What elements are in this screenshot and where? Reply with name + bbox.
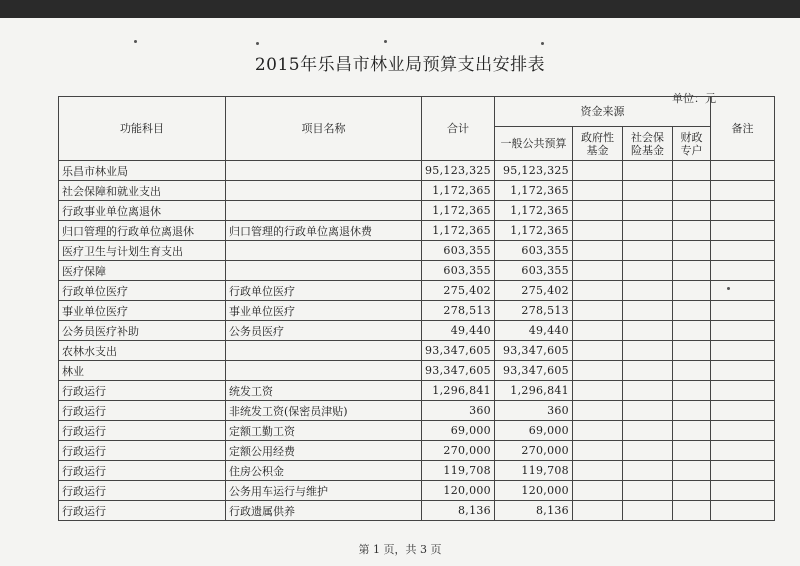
cell-general-budget: 69,000: [494, 421, 572, 441]
unit-label: 单位：元: [672, 92, 716, 105]
cell-gov-fund: [572, 441, 622, 461]
cell-general-budget: 1,172,365: [494, 181, 572, 201]
cell-remark: [710, 261, 774, 281]
header-general-budget: 一般公共预算: [494, 127, 572, 161]
cell-general-budget: 1,172,365: [494, 201, 572, 221]
cell-remark: [710, 221, 774, 241]
cell-social-fund: [622, 321, 672, 341]
cell-finance-account: [672, 221, 710, 241]
cell-finance-account: [672, 461, 710, 481]
cell-general-budget: 120,000: [494, 481, 572, 501]
cell-function-subject: 社会保障和就业支出: [59, 181, 226, 201]
table-row: [59, 421, 775, 441]
cell-total: 1,172,365: [422, 181, 495, 201]
cell-gov-fund: [572, 361, 622, 381]
cell-general-budget: 360: [494, 401, 572, 421]
cell-gov-fund: [572, 241, 622, 261]
cell-project-name: [226, 341, 422, 361]
table-row: [59, 381, 775, 401]
cell-social-fund: [622, 361, 672, 381]
cell-function-subject: 行政运行: [59, 381, 226, 401]
cell-general-budget: 1,172,365: [494, 221, 572, 241]
cell-remark: [710, 241, 774, 261]
table-row: [59, 281, 775, 301]
header-remark: 备注: [710, 97, 774, 161]
cell-finance-account: [672, 181, 710, 201]
cell-project-name: [226, 181, 422, 201]
cell-general-budget: 49,440: [494, 321, 572, 341]
cell-total: 120,000: [422, 481, 495, 501]
cell-project-name: 事业单位医疗: [226, 301, 422, 321]
header-social-fund: 社会保险基金: [622, 127, 672, 161]
cell-function-subject: 林业: [59, 361, 226, 381]
cell-project-name: [226, 161, 422, 181]
cell-total: 95,123,325: [422, 161, 495, 181]
cell-general-budget: 603,355: [494, 261, 572, 281]
cell-total: 93,347,605: [422, 341, 495, 361]
table-row: [59, 481, 775, 501]
cell-function-subject: 行政运行: [59, 441, 226, 461]
table-row: [59, 301, 775, 321]
cell-project-name: 定额公用经费: [226, 441, 422, 461]
cell-gov-fund: [572, 161, 622, 181]
document-title: 2015年乐昌市林业局预算支出安排表: [254, 55, 546, 75]
cell-general-budget: 95,123,325: [494, 161, 572, 181]
cell-finance-account: [672, 401, 710, 421]
cell-finance-account: [672, 301, 710, 321]
cell-finance-account: [672, 361, 710, 381]
table-body: [59, 161, 775, 521]
cell-social-fund: [622, 261, 672, 281]
cell-gov-fund: [572, 401, 622, 421]
cell-remark: [710, 201, 774, 221]
cell-project-name: 行政单位医疗: [226, 281, 422, 301]
cell-remark: [710, 181, 774, 201]
cell-social-fund: [622, 421, 672, 441]
table-row: [59, 361, 775, 381]
cell-remark: [710, 161, 774, 181]
cell-gov-fund: [572, 281, 622, 301]
cell-general-budget: 278,513: [494, 301, 572, 321]
cell-function-subject: 医疗卫生与计划生育支出: [59, 241, 226, 261]
cell-social-fund: [622, 181, 672, 201]
cell-social-fund: [622, 201, 672, 221]
table-row: [59, 261, 775, 281]
cell-function-subject: 行政事业单位离退休: [59, 201, 226, 221]
cell-total: 270,000: [422, 441, 495, 461]
cell-remark: [710, 461, 774, 481]
cell-remark: [710, 481, 774, 501]
cell-total: 1,172,365: [422, 221, 495, 241]
cell-function-subject: 行政运行: [59, 461, 226, 481]
cell-total: 360: [422, 401, 495, 421]
cell-total: 275,402: [422, 281, 495, 301]
cell-social-fund: [622, 341, 672, 361]
cell-project-name: 非统发工资(保密员津贴): [226, 401, 422, 421]
cell-total: 603,355: [422, 241, 495, 261]
page-number: 第 1 页，共 3 页: [358, 543, 442, 556]
cell-finance-account: [672, 501, 710, 521]
cell-remark: [710, 341, 774, 361]
cell-general-budget: 93,347,605: [494, 361, 572, 381]
cell-social-fund: [622, 481, 672, 501]
cell-general-budget: 275,402: [494, 281, 572, 301]
cell-project-name: [226, 261, 422, 281]
cell-total: 49,440: [422, 321, 495, 341]
cell-social-fund: [622, 401, 672, 421]
cell-project-name: 统发工资: [226, 381, 422, 401]
cell-general-budget: 119,708: [494, 461, 572, 481]
cell-project-name: 住房公积金: [226, 461, 422, 481]
cell-general-budget: 1,296,841: [494, 381, 572, 401]
table-row: [59, 341, 775, 361]
cell-function-subject: 事业单位医疗: [59, 301, 226, 321]
cell-function-subject: 医疗保障: [59, 261, 226, 281]
cell-general-budget: 93,347,605: [494, 341, 572, 361]
cell-function-subject: 行政单位医疗: [59, 281, 226, 301]
cell-gov-fund: [572, 461, 622, 481]
cell-finance-account: [672, 381, 710, 401]
cell-finance-account: [672, 481, 710, 501]
table-row: [59, 501, 775, 521]
cell-total: 93,347,605: [422, 361, 495, 381]
cell-gov-fund: [572, 501, 622, 521]
table-row: [59, 241, 775, 261]
cell-remark: [710, 281, 774, 301]
cell-remark: [710, 321, 774, 341]
cell-social-fund: [622, 381, 672, 401]
table-row: [59, 401, 775, 421]
cell-general-budget: 8,136: [494, 501, 572, 521]
cell-social-fund: [622, 241, 672, 261]
cell-finance-account: [672, 341, 710, 361]
cell-social-fund: [622, 441, 672, 461]
cell-total: 69,000: [422, 421, 495, 441]
table-row: [59, 221, 775, 241]
header-project-name: 项目名称: [226, 97, 422, 161]
cell-function-subject: 行政运行: [59, 501, 226, 521]
header-finance-account: 财政专户: [672, 127, 710, 161]
cell-gov-fund: [572, 181, 622, 201]
cell-finance-account: [672, 321, 710, 341]
cell-gov-fund: [572, 201, 622, 221]
cell-project-name: 行政遗属供养: [226, 501, 422, 521]
cell-gov-fund: [572, 481, 622, 501]
cell-finance-account: [672, 201, 710, 221]
scan-speck: [134, 40, 137, 43]
cell-total: 1,296,841: [422, 381, 495, 401]
scan-speck: [541, 42, 544, 45]
cell-project-name: 公务员医疗: [226, 321, 422, 341]
cell-total: 278,513: [422, 301, 495, 321]
cell-gov-fund: [572, 341, 622, 361]
budget-table: [58, 96, 775, 521]
cell-remark: [710, 441, 774, 461]
cell-finance-account: [672, 161, 710, 181]
cell-remark: [710, 501, 774, 521]
table-row: [59, 461, 775, 481]
cell-function-subject: 乐昌市林业局: [59, 161, 226, 181]
header-total: 合计: [422, 97, 495, 161]
cell-gov-fund: [572, 321, 622, 341]
cell-remark: [710, 301, 774, 321]
cell-function-subject: 农林水支出: [59, 341, 226, 361]
cell-project-name: [226, 201, 422, 221]
cell-project-name: 归口管理的行政单位离退休费: [226, 221, 422, 241]
cell-project-name: 定额工勤工资: [226, 421, 422, 441]
cell-function-subject: 行政运行: [59, 481, 226, 501]
cell-function-subject: 行政运行: [59, 401, 226, 421]
cell-total: 1,172,365: [422, 201, 495, 221]
cell-social-fund: [622, 461, 672, 481]
cell-gov-fund: [572, 301, 622, 321]
cell-remark: [710, 381, 774, 401]
scan-speck: [384, 40, 387, 43]
cell-function-subject: 归口管理的行政单位离退休: [59, 221, 226, 241]
cell-finance-account: [672, 261, 710, 281]
cell-remark: [710, 401, 774, 421]
table-row: [59, 181, 775, 201]
cell-gov-fund: [572, 221, 622, 241]
cell-general-budget: 270,000: [494, 441, 572, 461]
cell-total: 8,136: [422, 501, 495, 521]
cell-project-name: [226, 361, 422, 381]
header-function-subject: 功能科目: [59, 97, 226, 161]
cell-finance-account: [672, 241, 710, 261]
cell-social-fund: [622, 501, 672, 521]
cell-gov-fund: [572, 261, 622, 281]
cell-remark: [710, 421, 774, 441]
scan-speck: [256, 42, 259, 45]
cell-total: 603,355: [422, 261, 495, 281]
cell-gov-fund: [572, 421, 622, 441]
table-row: [59, 201, 775, 221]
cell-social-fund: [622, 161, 672, 181]
header-gov-fund: 政府性基金: [572, 127, 622, 161]
cell-finance-account: [672, 421, 710, 441]
header-fund-source: 资金来源: [494, 97, 710, 127]
cell-social-fund: [622, 301, 672, 321]
cell-social-fund: [622, 221, 672, 241]
cell-finance-account: [672, 441, 710, 461]
cell-total: 119,708: [422, 461, 495, 481]
table-row: [59, 321, 775, 341]
table-row: [59, 441, 775, 461]
cell-general-budget: 603,355: [494, 241, 572, 261]
cell-project-name: 公务用车运行与维护: [226, 481, 422, 501]
cell-gov-fund: [572, 381, 622, 401]
cell-remark: [710, 361, 774, 381]
table-row: [59, 161, 775, 181]
cell-finance-account: [672, 281, 710, 301]
cell-function-subject: 行政运行: [59, 421, 226, 441]
cell-social-fund: [622, 281, 672, 301]
cell-function-subject: 公务员医疗补助: [59, 321, 226, 341]
cell-project-name: [226, 241, 422, 261]
